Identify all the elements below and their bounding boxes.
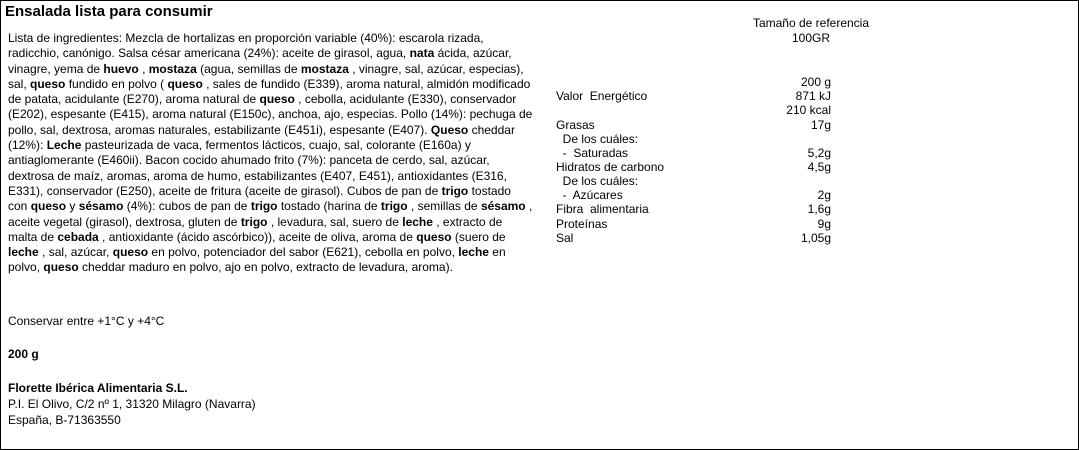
nutrient-label: Fibra alimentaria — [556, 202, 649, 216]
allergen-term: queso — [167, 76, 203, 91]
ingredient-text: (agua, semillas de — [196, 61, 301, 76]
allergen-term: queso — [112, 245, 149, 260]
ingredient-text: , aceite vegetal (girasol), dextrosa, gluten de — [8, 199, 533, 229]
ingredient-text: en polvo, potenciador del sabor (E621), cebolla en polvo, — [148, 245, 459, 260]
nutrition-row — [556, 231, 831, 245]
allergen-term: cebada — [57, 229, 99, 244]
ingredient-text: , sales de fundido (E339), aroma natural, almidón modificado de patata, acidulante (E270), aroma natural de — [8, 76, 531, 107]
ingredient-text: , extracto de malta de — [8, 214, 503, 244]
allergen-term: sésamo — [480, 199, 526, 214]
nutrient-value: 9g — [817, 217, 831, 231]
nutrient-label: Proteínas — [556, 217, 608, 231]
nutrient-label: Grasas — [556, 118, 595, 132]
nutrition-row — [556, 188, 831, 202]
nutrition-row — [556, 146, 831, 160]
product-title: Ensalada lista para consumir — [5, 3, 213, 20]
ingredient-text: , — [138, 61, 149, 76]
ingredient-text: tostado con — [8, 183, 511, 214]
ingredient-text: , vinagre, sal, azúcar, especias), sal, — [8, 61, 524, 91]
ingredient-text: y — [66, 199, 79, 214]
allergen-term: Leche — [46, 138, 82, 153]
ingredient-text: , semillas de — [407, 199, 481, 214]
nutrient-label: - Saturadas — [556, 146, 629, 160]
nutrition-row — [556, 217, 831, 231]
storage-instructions: Conservar entre +1°C y +4°C — [8, 314, 165, 328]
ingredients-list — [8, 31, 533, 276]
ingredient-text: fundido en polvo ( — [65, 76, 168, 91]
ingredient-text: , sal, azúcar, — [38, 245, 113, 260]
nutrient-value: 1,05g — [800, 231, 831, 245]
allergen-term: leche — [458, 245, 489, 260]
nutrient-value: 210 kcal — [786, 103, 831, 117]
allergen-term: queso — [43, 260, 79, 275]
company-address-line2: España, B-71363550 — [8, 413, 121, 427]
nutrient-value: 17g — [810, 118, 831, 132]
nutrition-row — [556, 75, 831, 89]
ingredient-text: Lista de ingredientes: Mezcla de hortalizas en proporción variable (40%): escarola rizada, radicchio, canónigo. Salsa césar americana (24%): aceite de girasol, agua, — [8, 31, 484, 61]
allergen-term: queso — [259, 92, 295, 107]
nutrition-row — [556, 103, 831, 117]
ingredient-text: , antioxidante (ácido ascórbico)), aceite de oliva, aroma de — [98, 229, 417, 244]
allergen-term: trigo — [250, 199, 278, 214]
allergen-term: trigo — [240, 214, 268, 229]
allergen-term: queso — [30, 199, 67, 214]
nutrient-label: De los cuáles: — [556, 132, 639, 146]
allergen-term: huevo — [103, 61, 139, 76]
nutrient-value: 2g — [817, 188, 831, 202]
allergen-term: sésamo — [78, 199, 124, 214]
ingredient-text: cheddar (12%): — [8, 122, 515, 153]
nutrient-value: 4,5g — [807, 160, 831, 174]
ingredient-text: , cebolla, acidulante (E330), conservador (E202), espesante (E415), aroma natural (E150c), anchoa, ajo, especias. Pollo (14%): pechuga de pollo, sal, dextrosa, aromas naturales, estabilizante (E451i), espesante (E407). — [8, 92, 533, 137]
nutrient-label: Sal — [556, 231, 574, 245]
ingredient-text: (4%): cubos de pan de — [123, 199, 251, 214]
reference-size-label: Tamaño de referencia — [752, 16, 870, 30]
ingredient-text: (suero de — [451, 229, 506, 244]
nutrition-row — [556, 89, 831, 103]
reference-size-value: 100GR — [791, 31, 831, 45]
ingredient-text: cheddar maduro en polvo, ajo en polvo, extracto de levadura, aroma). — [78, 260, 453, 275]
company-name: Florette Ibérica Alimentaria S.L. — [8, 381, 188, 395]
allergen-term: queso — [416, 229, 452, 244]
nutrient-value: 1,6g — [807, 202, 831, 216]
allergen-term: Queso — [430, 122, 469, 137]
net-weight: 200 g — [8, 347, 39, 361]
ingredient-text: , levadura, sal, suero de — [267, 214, 403, 229]
ingredient-text: tostado (harina de — [277, 199, 381, 214]
company-address-line1: P.I. El Olivo, C/2 nº 1, 31320 Milagro (Navarra) — [8, 397, 256, 411]
allergen-term: leche — [402, 214, 433, 229]
nutrition-row — [556, 202, 831, 216]
allergen-term: leche — [8, 245, 39, 260]
nutrient-value: 871 kJ — [795, 89, 831, 103]
nutrient-value: 5,2g — [807, 146, 831, 160]
nutrient-label: Hidratos de carbono — [556, 160, 665, 174]
nutrition-row — [556, 160, 831, 174]
allergen-term: trigo — [441, 183, 469, 198]
allergen-term: trigo — [380, 199, 408, 214]
nutrient-label: De los cuáles: — [556, 174, 639, 188]
allergen-term: mostaza — [300, 61, 349, 76]
nutrition-row — [556, 132, 831, 146]
ingredient-text: pasteurizada de vaca, fermentos lácticos, cuajo, sal, colorante (E160a) y antiaglomerante (E460ii). Bacon cocido ahumado frito (7%): panceta de cerdo, sal, azúcar, dextrosa de maíz, aromas, aroma de humo, estabilizantes (E407, E451), antioxidantes (E316, E331), conservador (E250), aceite de fritura (aceite de girasol). Cubos de pan de — [8, 138, 507, 198]
nutrition-row — [556, 174, 831, 188]
nutrient-label: Valor Energético — [556, 89, 648, 103]
allergen-term: mostaza — [148, 61, 197, 76]
allergen-term: nata — [409, 46, 435, 61]
nutrition-row — [556, 118, 831, 132]
ingredient-text: ácida, azúcar, vinagre, yema de — [8, 46, 512, 76]
ingredient-text: en polvo, — [8, 245, 506, 275]
nutrient-label: - Azúcares — [556, 188, 623, 202]
nutrient-value: 200 g — [800, 75, 831, 89]
allergen-term: queso — [30, 76, 66, 91]
